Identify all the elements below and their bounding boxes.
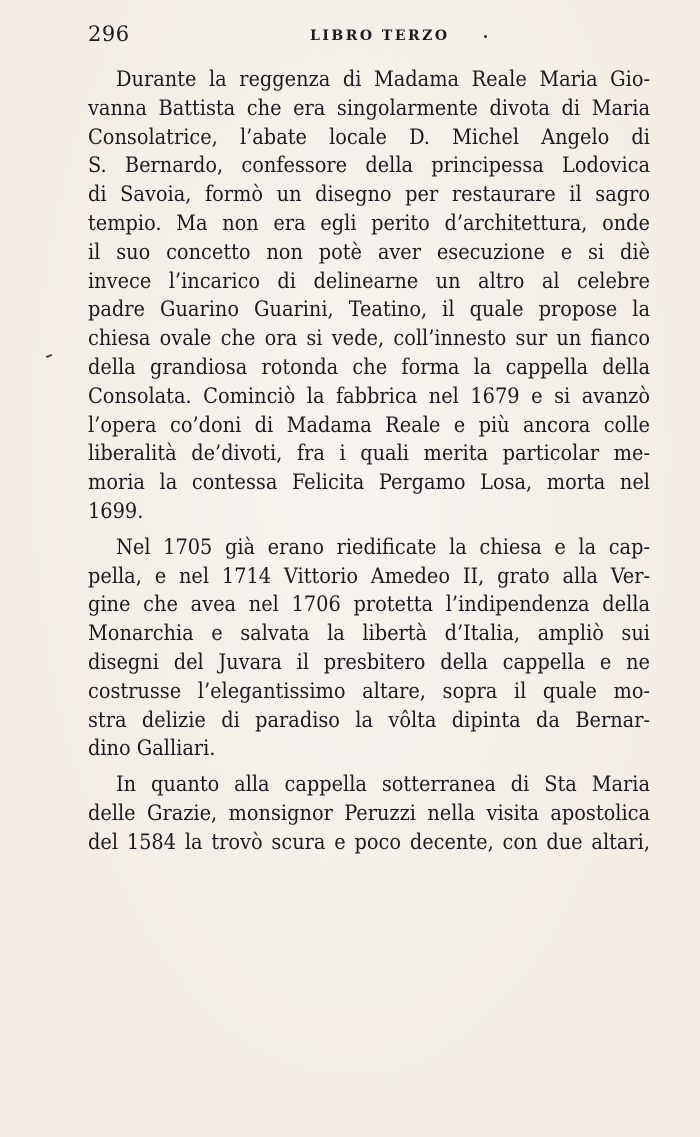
- text-line: Nel 1705 già erano riedificate la chiesa e la cap-: [116, 534, 650, 560]
- text-line: del 1584 la trovò scura e poco decente, con due altari,: [88, 829, 650, 855]
- text-line: 1699.: [88, 498, 144, 524]
- running-head: LIBRO TERZO: [310, 28, 450, 44]
- text-line: il suo concetto non potè aver esecuzione e si diè: [88, 239, 650, 265]
- text-line: della grandiosa rotonda che forma la cappella della: [88, 354, 650, 380]
- paragraph-1: [88, 66, 650, 527]
- text-line: moria la contessa Felicita Pergamo Losa, morta nel: [88, 470, 650, 496]
- paragraph-3: [88, 771, 650, 857]
- text-line: pella, e nel 1714 Vittorio Amedeo II, grato alla Ver-: [88, 563, 650, 589]
- text-line: chiesa ovale che ora si vede, coll’innesto sur un fianco: [88, 326, 650, 352]
- text-line: Consolatrice, l’abate locale D. Michel Angelo di: [88, 124, 650, 150]
- text-line: di Savoia, formò un disegno per restaurare il sagro: [88, 182, 650, 208]
- text-line: disegni del Juvara il presbitero della cappella e ne: [88, 649, 650, 675]
- text-line: padre Guarino Guarini, Teatino, il quale propose la: [88, 297, 650, 323]
- page-number: 296: [88, 22, 130, 46]
- text-line: delle Grazie, monsignor Peruzzi nella visita apostolica: [88, 800, 650, 826]
- text-line: S. Bernardo, confessore della principessa Lodovica: [88, 153, 650, 179]
- body-text: [88, 66, 650, 865]
- text-line: Consolata. Cominciò la fabbrica nel 1679 e si avanzò: [88, 383, 650, 409]
- text-line: vanna Battista che era singolarmente divota di Maria: [88, 95, 650, 121]
- text-line: stra delizie di paradiso la vôlta dipinta da Bernar-: [88, 707, 650, 733]
- margin-ink-mark: [46, 354, 52, 358]
- text-line: dino Galliari.: [88, 736, 216, 762]
- text-line: tempio. Ma non era egli perito d’architettura, onde: [88, 210, 650, 236]
- text-line: In quanto alla cappella sotterranea di Sta Maria: [116, 772, 650, 798]
- ink-speck: [484, 35, 487, 38]
- text-line: l’opera co’doni di Madama Reale e più ancora colle: [88, 412, 650, 438]
- text-line: Durante la reggenza di Madama Reale Maria Gio-: [116, 67, 650, 92]
- text-line: gine che avea nel 1706 protetta l’indipendenza della: [88, 592, 650, 618]
- text-line: Monarchia e salvata la libertà d’Italia, ampliò sui: [88, 621, 650, 647]
- text-line: invece l’incarico di delinearne un altro al celebre: [88, 268, 650, 294]
- paragraph-2: [88, 534, 650, 764]
- page-header: [88, 22, 648, 52]
- text-line: liberalità de’divoti, fra i quali merita particolar me-: [88, 441, 650, 467]
- text-line: costrusse l’elegantissimo altare, sopra il quale mo-: [88, 678, 650, 704]
